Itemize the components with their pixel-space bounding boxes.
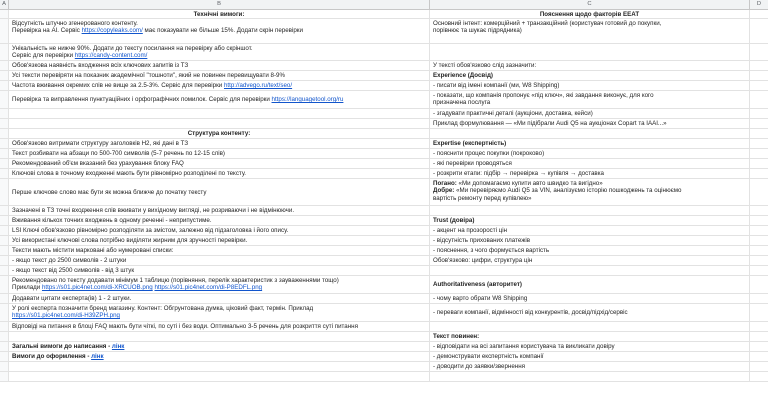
cell-text: Ключові слова в точному входженні мають бути рівномірно розподілені по тексту. bbox=[12, 170, 247, 177]
cell-a[interactable] bbox=[0, 276, 9, 293]
cell-c[interactable] bbox=[430, 44, 750, 60]
cell-text-line bbox=[12, 130, 426, 137]
cell-text-line bbox=[12, 277, 426, 284]
cell-c[interactable] bbox=[430, 266, 750, 275]
table-row bbox=[0, 159, 768, 169]
table-row bbox=[0, 169, 768, 179]
cell-b[interactable] bbox=[9, 332, 430, 341]
cell-text: - переваги компанії, відмінності від конкурентів, досвід/підхід/сервіс bbox=[433, 309, 628, 317]
cell-a[interactable] bbox=[0, 246, 9, 255]
cell-text: Experience (Досвід) bbox=[433, 72, 493, 79]
cell-b[interactable] bbox=[9, 322, 430, 331]
cell-link[interactable]: https://copyleaks.com/ bbox=[81, 27, 143, 35]
table-row bbox=[0, 139, 768, 149]
cell-text-line bbox=[12, 343, 426, 350]
cell-b[interactable] bbox=[9, 159, 430, 168]
cell-c[interactable] bbox=[430, 206, 750, 215]
cell-d[interactable] bbox=[750, 226, 768, 235]
cell-text: - які перевірки проводяться bbox=[433, 160, 512, 167]
cell-b[interactable] bbox=[9, 71, 430, 80]
table-row bbox=[0, 226, 768, 236]
cell-b[interactable] bbox=[9, 19, 430, 43]
cell-d[interactable] bbox=[750, 322, 768, 331]
table-row bbox=[0, 236, 768, 246]
cell-text-line bbox=[433, 62, 746, 69]
cell-d[interactable] bbox=[750, 276, 768, 293]
cell-d[interactable] bbox=[750, 236, 768, 245]
cell-text-line bbox=[433, 217, 746, 224]
cell-text-line bbox=[433, 363, 746, 370]
cell-text: порівнює та шукає підрядника) bbox=[433, 27, 522, 35]
cell-text-line bbox=[433, 195, 746, 202]
cell-text: Тексти мають містити марковані або нумеровані списки: bbox=[12, 247, 174, 254]
cell-a[interactable] bbox=[0, 149, 9, 158]
cell-text: Основний інтент: комерційний + транзакційний (користувач готовий до покупки, bbox=[433, 20, 662, 27]
cell-text: - згадувати практичні деталі (аукціони, доставка, кейси) bbox=[433, 110, 593, 117]
cell-text: Обов'язково: цифри, структура цін bbox=[433, 257, 533, 264]
cell-text-line bbox=[12, 62, 426, 69]
cell-text: - писати від імені компанії (ми, W8 Shipping) bbox=[433, 82, 560, 89]
cell-text-line bbox=[12, 237, 426, 244]
cell-text: - акцент на прозорості цін bbox=[433, 227, 508, 234]
cell-text: Додавати цитати експерта(ів) 1 - 2 штуки. bbox=[12, 295, 132, 302]
cell-d[interactable] bbox=[750, 10, 768, 18]
cell-d[interactable] bbox=[750, 372, 768, 381]
cell-grid bbox=[0, 10, 768, 382]
cell-a[interactable] bbox=[0, 159, 9, 168]
cell-text-line bbox=[12, 267, 426, 274]
cell-text-line bbox=[12, 295, 426, 302]
cell-b[interactable] bbox=[9, 246, 430, 255]
cell-text: Унікальність не нижче 90%. Додати до тексту посилання на перевірку або скріншот. bbox=[12, 45, 253, 52]
cell-a[interactable] bbox=[0, 304, 9, 321]
cell-a[interactable] bbox=[0, 332, 9, 341]
cell-text: - пояснення, з чого формується вартість bbox=[433, 247, 550, 254]
cell-text: Технічні вимоги: bbox=[193, 11, 245, 18]
cell-text: - відповідати на всі запитання користувача та викликати довіру bbox=[433, 343, 615, 350]
cell-b[interactable] bbox=[9, 216, 430, 225]
table-row bbox=[0, 109, 768, 119]
cell-link[interactable]: https://candy-content.com/ bbox=[74, 52, 148, 60]
cell-text-line bbox=[433, 92, 746, 99]
cell-a[interactable] bbox=[0, 81, 9, 90]
cell-c[interactable] bbox=[430, 216, 750, 225]
cell-text: Відсутність штучно згенерованого контенту. bbox=[12, 20, 138, 27]
cell-text-line bbox=[12, 207, 426, 214]
cell-link[interactable]: https://s01.pic4net.com/di-XRCUOB.png bbox=[41, 284, 153, 292]
table-row bbox=[0, 44, 768, 61]
cell-text-line bbox=[12, 323, 426, 330]
table-row bbox=[0, 91, 768, 109]
cell-c[interactable] bbox=[430, 19, 750, 43]
cell-a[interactable] bbox=[0, 372, 9, 381]
table-row bbox=[0, 304, 768, 322]
cell-text: призначена послуга bbox=[433, 99, 491, 107]
cell-c[interactable] bbox=[430, 81, 750, 90]
cell-text: - розкрити етапи: підбір → перевірка → купівля → доставка bbox=[433, 170, 604, 177]
cell-d[interactable] bbox=[750, 61, 768, 70]
cell-link[interactable]: https://s01.pic4net.com/di-P8EDFL.png bbox=[154, 284, 263, 292]
cell-text: - чому варто обрати W8 Shipping bbox=[433, 295, 528, 302]
table-row bbox=[0, 81, 768, 91]
cell-text-line bbox=[12, 284, 426, 291]
cell-link[interactable]: лінк bbox=[91, 353, 104, 360]
table-row bbox=[0, 276, 768, 294]
cell-a[interactable] bbox=[0, 169, 9, 178]
cell-text-line bbox=[433, 237, 746, 244]
column-header-a[interactable]: A bbox=[0, 0, 9, 9]
cell-text: Обов'язково витримати структуру заголовків H2, які дані в ТЗ bbox=[12, 140, 189, 147]
cell-b[interactable] bbox=[9, 372, 430, 381]
cell-text: Сервіс для перевірки bbox=[12, 52, 75, 60]
cell-b[interactable] bbox=[9, 61, 430, 70]
cell-a[interactable] bbox=[0, 206, 9, 215]
cell-text: Усі використані ключові слова потрібно виділяти жирним для зручності перевірки. bbox=[12, 237, 248, 244]
table-row bbox=[0, 372, 768, 382]
cell-d[interactable] bbox=[750, 19, 768, 43]
cell-c[interactable] bbox=[430, 129, 750, 138]
cell-text: Загальні вимоги до написання - bbox=[12, 343, 112, 350]
cell-c[interactable] bbox=[430, 236, 750, 245]
cell-text-line bbox=[12, 227, 426, 234]
cell-text-line bbox=[12, 312, 426, 319]
cell-text-line bbox=[433, 343, 746, 350]
table-row bbox=[0, 149, 768, 159]
cell-c[interactable] bbox=[430, 179, 750, 205]
cell-d[interactable] bbox=[750, 304, 768, 321]
cell-text: - доводити до заявки/звернення bbox=[433, 363, 525, 370]
cell-link[interactable]: https://languagetool.org/ru bbox=[271, 96, 344, 104]
column-headers bbox=[0, 0, 768, 10]
cell-text: Вживання кількох точних входжень в одному реченні - неприпустиме. bbox=[12, 217, 212, 224]
cell-d[interactable] bbox=[750, 362, 768, 371]
table-row bbox=[0, 19, 768, 44]
cell-c[interactable] bbox=[430, 139, 750, 148]
cell-d[interactable] bbox=[750, 342, 768, 351]
cell-d[interactable] bbox=[750, 266, 768, 275]
table-row bbox=[0, 10, 768, 19]
cell-text: Приклади bbox=[12, 284, 42, 292]
cell-a[interactable] bbox=[0, 216, 9, 225]
cell-b[interactable] bbox=[9, 266, 430, 275]
cell-c[interactable] bbox=[430, 119, 750, 128]
cell-text: «Ми перевіряємо Audi Q5 за VIN, аналізуємо історію пошкоджень та оцінюємо bbox=[456, 187, 682, 195]
table-row bbox=[0, 342, 768, 352]
cell-a[interactable] bbox=[0, 179, 9, 205]
cell-text: вартість ремонту перед купівлею» bbox=[433, 194, 532, 202]
cell-d[interactable] bbox=[750, 206, 768, 215]
cell-text-line bbox=[12, 11, 426, 18]
cell-b[interactable] bbox=[9, 304, 430, 321]
table-row bbox=[0, 266, 768, 276]
cell-c[interactable] bbox=[430, 246, 750, 255]
cell-c[interactable] bbox=[430, 91, 750, 108]
cell-d[interactable] bbox=[750, 332, 768, 341]
cell-text: Перше ключове слово має бути як можна ближче до початку тексту bbox=[12, 188, 207, 196]
cell-b[interactable] bbox=[9, 362, 430, 371]
cell-text: - якщо текст до 2500 символів - 2 штуки bbox=[12, 257, 127, 264]
cell-a[interactable] bbox=[0, 352, 9, 361]
column-header-d[interactable]: D bbox=[756, 1, 762, 7]
table-row bbox=[0, 206, 768, 216]
cell-b[interactable] bbox=[9, 169, 430, 178]
cell-text-line bbox=[12, 96, 426, 103]
cell-text: Приклад формулювання — «Ми підібрали Audi Q5 на аукціонах Copart та IAAI...» bbox=[433, 120, 667, 127]
cell-text: - відсутність прихованих платежів bbox=[433, 237, 530, 244]
cell-text: Пояснення щодо факторів ЕЕАТ bbox=[539, 11, 640, 18]
cell-text: Структура контенту: bbox=[187, 130, 251, 137]
cell-text: Текст розбивати на абзаци по 500-700 символів (5-7 речень по 12-15 слів) bbox=[12, 150, 225, 157]
cell-a[interactable] bbox=[0, 71, 9, 80]
cell-b[interactable] bbox=[9, 44, 430, 60]
cell-d[interactable] bbox=[750, 91, 768, 108]
cell-d[interactable] bbox=[750, 71, 768, 80]
cell-text: - якщо текст від 2500 символів - від 3 штук bbox=[12, 267, 135, 274]
cell-c[interactable] bbox=[430, 332, 750, 341]
table-row bbox=[0, 119, 768, 129]
cell-a[interactable] bbox=[0, 362, 9, 371]
cell-c[interactable] bbox=[430, 352, 750, 361]
cell-text-line bbox=[433, 160, 746, 167]
cell-a[interactable] bbox=[0, 226, 9, 235]
cell-text-line bbox=[12, 82, 426, 89]
cell-text: Зазначені в ТЗ точні входження слів вживати у вихідному вигляді, не розриваючи і не відмінюючи. bbox=[12, 207, 295, 214]
cell-text-line bbox=[433, 281, 746, 288]
cell-c[interactable] bbox=[430, 372, 750, 381]
cell-a[interactable] bbox=[0, 119, 9, 128]
cell-b[interactable] bbox=[9, 10, 430, 18]
table-row bbox=[0, 322, 768, 332]
cell-text-line bbox=[433, 110, 746, 117]
cell-a[interactable] bbox=[0, 322, 9, 331]
cell-text: Expertise (експертність) bbox=[433, 140, 507, 147]
cell-text-line bbox=[433, 187, 746, 194]
table-row bbox=[0, 61, 768, 71]
cell-text: Вимоги до оформлення - bbox=[12, 353, 92, 360]
cell-text: Рекомендований об'єм вказаний без урахування блоку FAQ bbox=[12, 160, 184, 167]
cell-a[interactable] bbox=[0, 109, 9, 118]
cell-text: LSI Ключі обов'язково рівномірно розподіляти за змістом, залежно від підзаголовка і його опису. bbox=[12, 227, 289, 234]
table-row bbox=[0, 216, 768, 226]
cell-text: Відповіді на питання в блоці FAQ мають бути чіткі, по суті і без води. Оптимально 3-5 речень для розкриття суті питання bbox=[12, 323, 358, 330]
cell-d[interactable] bbox=[750, 119, 768, 128]
cell-c[interactable] bbox=[430, 61, 750, 70]
cell-a[interactable] bbox=[0, 139, 9, 148]
cell-text: - демонструвати експертність компанії bbox=[433, 353, 544, 360]
cell-c[interactable] bbox=[430, 322, 750, 331]
cell-text: Погано: bbox=[433, 180, 459, 187]
cell-d[interactable] bbox=[750, 179, 768, 205]
cell-b[interactable] bbox=[9, 276, 430, 293]
cell-text-line bbox=[12, 20, 426, 27]
table-row bbox=[0, 129, 768, 139]
cell-d[interactable] bbox=[750, 169, 768, 178]
cell-text: Перевірка на AI. Сервіс bbox=[12, 27, 82, 35]
cell-c[interactable] bbox=[430, 276, 750, 293]
cell-text-line bbox=[12, 217, 426, 224]
cell-text: Рекомендовано по тексту додавати мінімум 1 таблицю (порівняння, перелік характеристик з зауваженнями тощо) bbox=[12, 277, 339, 284]
cell-b[interactable] bbox=[9, 179, 430, 205]
cell-a[interactable] bbox=[0, 256, 9, 265]
cell-d[interactable] bbox=[750, 149, 768, 158]
cell-d[interactable] bbox=[750, 159, 768, 168]
cell-text: У ролі експерта позначити бренд магазину. Контент: Обгрунтована думка, ціковий факт, термін. Приклад bbox=[12, 305, 314, 312]
cell-text-line bbox=[12, 257, 426, 264]
cell-b[interactable] bbox=[9, 81, 430, 90]
cell-text-line bbox=[433, 295, 746, 302]
cell-b[interactable] bbox=[9, 129, 430, 138]
cell-c[interactable] bbox=[430, 294, 750, 303]
cell-text-line bbox=[12, 45, 426, 52]
cell-d[interactable] bbox=[750, 352, 768, 361]
cell-text-line bbox=[12, 170, 426, 177]
table-row bbox=[0, 179, 768, 206]
table-row bbox=[0, 352, 768, 362]
cell-d[interactable] bbox=[750, 216, 768, 225]
cell-text-line bbox=[433, 11, 746, 18]
cell-b[interactable] bbox=[9, 256, 430, 265]
cell-d[interactable] bbox=[750, 109, 768, 118]
cell-text-line bbox=[12, 305, 426, 312]
cell-text: Authoritativeness (авторитет) bbox=[433, 281, 522, 289]
cell-text: Перевірка та виправлення пунктуаційних і орфографічних помилок. Сервіс для перевірки bbox=[12, 96, 272, 104]
cell-d[interactable] bbox=[750, 294, 768, 303]
cell-a[interactable] bbox=[0, 44, 9, 60]
table-row bbox=[0, 71, 768, 81]
cell-text-line bbox=[433, 72, 746, 79]
cell-text-line bbox=[433, 82, 746, 89]
cell-b[interactable] bbox=[9, 342, 430, 351]
cell-c[interactable] bbox=[430, 10, 750, 18]
table-row bbox=[0, 246, 768, 256]
cell-text-line bbox=[433, 140, 746, 147]
cell-c[interactable] bbox=[430, 109, 750, 118]
cell-d[interactable] bbox=[750, 44, 768, 60]
cell-text: У тексті обов'язково слід зазначити: bbox=[433, 62, 537, 69]
cell-c[interactable] bbox=[430, 304, 750, 321]
cell-b[interactable] bbox=[9, 149, 430, 158]
cell-text-line bbox=[433, 27, 746, 34]
cell-text-line bbox=[12, 189, 426, 196]
cell-text-line bbox=[12, 72, 426, 79]
cell-a[interactable] bbox=[0, 19, 9, 43]
cell-c[interactable] bbox=[430, 169, 750, 178]
cell-text-line bbox=[433, 99, 746, 106]
table-row bbox=[0, 256, 768, 266]
cell-text: - пояснити процес покупки (покроково) bbox=[433, 150, 545, 157]
cell-text-line bbox=[433, 150, 746, 157]
cell-link[interactable]: лінк bbox=[111, 343, 125, 350]
cell-b[interactable] bbox=[9, 206, 430, 215]
cell-b[interactable] bbox=[9, 352, 430, 361]
cell-text: «Ми допомагаємо купити авто швидко та вигідно» bbox=[458, 180, 603, 187]
cell-c[interactable] bbox=[430, 226, 750, 235]
cell-text: Обов'язкова наявність входження всіх ключових запитів із ТЗ bbox=[12, 62, 189, 69]
cell-b[interactable] bbox=[9, 226, 430, 235]
cell-a[interactable] bbox=[0, 91, 9, 108]
cell-text: Частота вживання окремих слів не вище за 2.5-3%. Сервіс для перевірки bbox=[12, 82, 224, 89]
cell-text-line bbox=[12, 27, 426, 34]
cell-a[interactable] bbox=[0, 236, 9, 245]
cell-c[interactable] bbox=[430, 342, 750, 351]
cell-text: Текст повинен: bbox=[433, 333, 480, 340]
cell-b[interactable] bbox=[9, 109, 430, 118]
cell-d[interactable] bbox=[750, 246, 768, 255]
cell-text: має показувати не більше 15%. Додати скрін перевірки bbox=[142, 27, 303, 35]
cell-text: Усі тексти перевіряти на показник академічної "тошноти", який не повинен перевищувати 8-9% bbox=[12, 72, 285, 79]
cell-b[interactable] bbox=[9, 139, 430, 148]
cell-text-line bbox=[433, 20, 746, 27]
cell-d[interactable] bbox=[750, 256, 768, 265]
cell-a[interactable] bbox=[0, 129, 9, 138]
cell-text-line bbox=[433, 120, 746, 127]
cell-d[interactable] bbox=[750, 139, 768, 148]
cell-c[interactable] bbox=[430, 362, 750, 371]
cell-text: Добре: bbox=[433, 187, 457, 195]
cell-b[interactable] bbox=[9, 294, 430, 303]
cell-text-line bbox=[433, 227, 746, 234]
cell-link[interactable]: https://s01.pic4net.com/di-H39ZPH.png bbox=[12, 312, 120, 320]
cell-text-line bbox=[12, 160, 426, 167]
cell-b[interactable] bbox=[9, 236, 430, 245]
cell-text-line bbox=[12, 52, 426, 59]
table-row bbox=[0, 294, 768, 304]
cell-text: - показати, що компанія пропонує «під ключ», які завдання виконує, для кого bbox=[433, 92, 654, 99]
cell-c[interactable] bbox=[430, 71, 750, 80]
table-row bbox=[0, 362, 768, 372]
cell-a[interactable] bbox=[0, 10, 9, 18]
cell-a[interactable] bbox=[0, 61, 9, 70]
cell-c[interactable] bbox=[430, 149, 750, 158]
column-header-c[interactable]: C bbox=[430, 0, 750, 9]
cell-d[interactable] bbox=[750, 81, 768, 90]
cell-link[interactable]: http://advego.ru/text/seo/ bbox=[223, 82, 293, 89]
cell-text-line bbox=[433, 333, 746, 340]
cell-a[interactable] bbox=[0, 294, 9, 303]
cell-b[interactable] bbox=[9, 91, 430, 108]
column-header-b[interactable]: B bbox=[9, 0, 430, 9]
cell-c[interactable] bbox=[430, 159, 750, 168]
cell-a[interactable] bbox=[0, 342, 9, 351]
cell-text-line bbox=[433, 170, 746, 177]
cell-text-line bbox=[433, 247, 746, 254]
cell-text: Trust (довіра) bbox=[433, 217, 475, 224]
cell-c[interactable] bbox=[430, 256, 750, 265]
cell-text-line bbox=[12, 353, 426, 360]
cell-text-line bbox=[12, 150, 426, 157]
cell-text-line bbox=[433, 180, 746, 187]
cell-text-line bbox=[433, 257, 746, 264]
cell-text-line bbox=[12, 247, 426, 254]
cell-text-line bbox=[12, 140, 426, 147]
cell-text-line bbox=[433, 309, 746, 316]
cell-b[interactable] bbox=[9, 119, 430, 128]
cell-d[interactable] bbox=[750, 129, 768, 138]
cell-a[interactable] bbox=[0, 266, 9, 275]
table-row bbox=[0, 332, 768, 342]
cell-text-line bbox=[433, 353, 746, 360]
